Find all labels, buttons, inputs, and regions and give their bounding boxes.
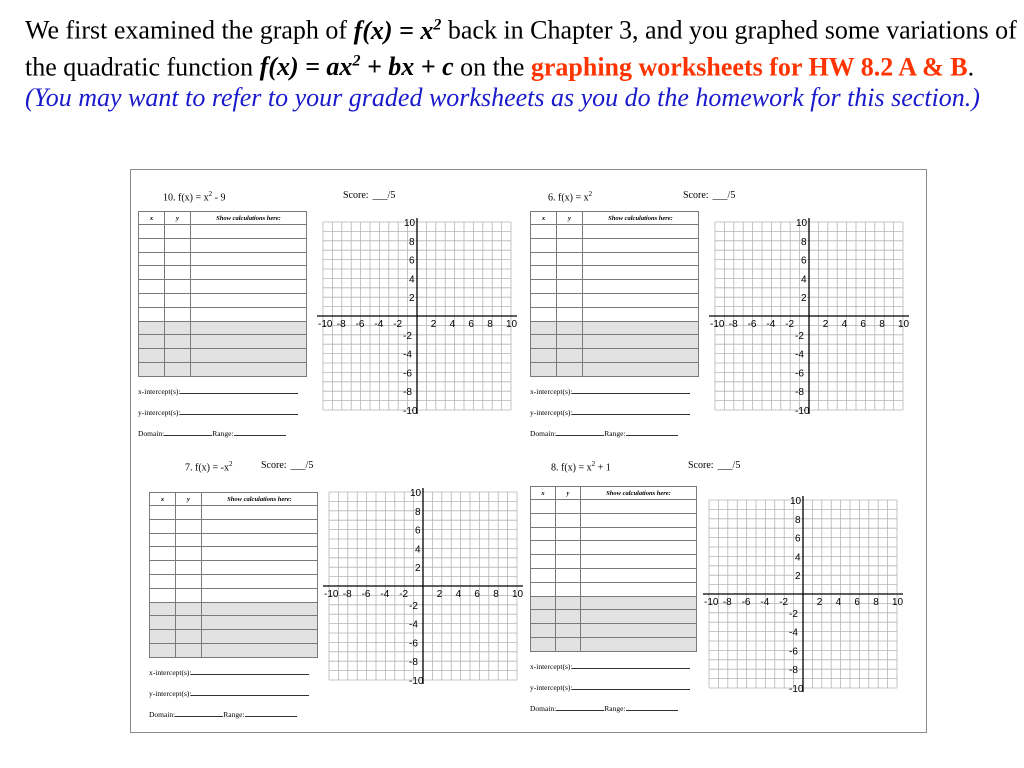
y-intercepts-label: y-intercept(s):: [138, 406, 298, 417]
table-header: y: [165, 212, 191, 225]
x-tick-label: -2: [785, 319, 795, 330]
table-row: [531, 637, 697, 651]
y-tick-label: 6: [409, 255, 415, 267]
table-row: [531, 555, 697, 569]
y-tick-label: -4: [789, 627, 798, 639]
domain-range-label: Domain: Range:: [138, 427, 286, 438]
y-tick-label: 6: [415, 525, 421, 537]
x-tick-label: 6: [474, 589, 480, 600]
y-tick-label: 8: [415, 506, 421, 518]
table-row: [150, 547, 318, 561]
y-tick-label: 4: [801, 274, 807, 286]
refer-note: (You may want to refer to your graded worksheets as you do the homework for this section.): [25, 83, 980, 113]
table-row: [150, 616, 318, 630]
table-row: [531, 238, 699, 252]
score-label: Score: ___/5: [688, 460, 741, 471]
table-row: [531, 610, 697, 624]
table-row: [139, 280, 307, 294]
y-tick-label: -6: [409, 638, 418, 650]
table-header: x: [531, 487, 556, 500]
table-row: [531, 266, 699, 280]
coordinate-grid: [315, 220, 523, 428]
y-tick-label: -6: [789, 646, 798, 658]
x-tick-label: -2: [779, 597, 789, 608]
x-tick-label: -2: [393, 319, 403, 330]
y-tick-label: 2: [801, 293, 807, 305]
domain-range-label: Domain: Range:: [530, 427, 678, 438]
table-row: [531, 335, 699, 349]
table-header: x: [150, 493, 176, 506]
table-row: [139, 321, 307, 335]
calculation-table: [138, 211, 307, 377]
intro-text-2: back in Chapter 3, and you graphed some variations of the quadratic function: [25, 15, 1017, 82]
x-intercepts-label: x-intercept(s):: [138, 385, 298, 396]
x-tick-label: 4: [841, 319, 848, 330]
score-label: Score: ___/5: [343, 190, 396, 201]
x-tick-label: 4: [455, 589, 462, 600]
table-row: [139, 307, 307, 321]
x-tick-label: -4: [374, 319, 384, 330]
score-label: Score: ___/5: [261, 460, 314, 471]
intro-text-3: on the: [453, 52, 531, 82]
table-row: [531, 225, 699, 239]
intro-paragraph: [25, 9, 1020, 113]
worksheet-image: [130, 169, 927, 733]
table-header: y: [176, 493, 202, 506]
table-row: [531, 349, 699, 363]
x-tick-label: 6: [854, 597, 860, 608]
table-row: [139, 252, 307, 266]
y-tick-label: 8: [409, 236, 415, 248]
x-tick-label: 10: [898, 319, 910, 330]
coordinate-grid: [701, 498, 909, 706]
worksheet-reference: graphing worksheets for HW 8.2 A & B: [530, 52, 968, 82]
table-row: [531, 252, 699, 266]
table-row: [531, 596, 697, 610]
y-tick-label: 8: [801, 236, 807, 248]
table-row: [139, 238, 307, 252]
table-row: [150, 574, 318, 588]
x-tick-label: 2: [430, 319, 437, 330]
y-tick-label: -2: [795, 330, 804, 342]
table-row: [139, 349, 307, 363]
y-tick-label: 10: [796, 218, 808, 229]
table-header: Show calculations here:: [581, 487, 697, 500]
table-row: [139, 225, 307, 239]
y-tick-label: -8: [795, 387, 804, 399]
y-tick-label: -8: [403, 387, 412, 399]
y-intercepts-label: y-intercept(s):: [530, 406, 690, 417]
table-row: [531, 541, 697, 555]
y-tick-label: 4: [409, 274, 415, 286]
x-tick-label: -4: [766, 319, 776, 330]
table-row: [531, 321, 699, 335]
problem-title: 6. $f(x) = x^2$: [548, 190, 593, 204]
x-tick-label: 6: [468, 319, 474, 330]
x-tick-label: 6: [860, 319, 866, 330]
table-row: [531, 624, 697, 638]
x-tick-label: 8: [493, 589, 499, 600]
table-row: [531, 293, 699, 307]
domain-range-label: Domain: Range:: [149, 708, 297, 719]
problem-title: 8. $f(x) = x^2 + 1$: [551, 460, 611, 474]
x-tick-label: -10: [710, 319, 725, 330]
x-tick-label: 4: [449, 319, 456, 330]
y-tick-label: -4: [795, 349, 804, 361]
table-header: y: [556, 487, 581, 500]
function-f2: $f(x) = ax^2$ + bx + c: [259, 52, 454, 82]
problem-title: 10. $f(x) = x^2 - 9$: [163, 190, 226, 204]
y-tick-label: 6: [795, 533, 801, 545]
y-tick-label: -10: [409, 676, 424, 687]
table-row: [150, 588, 318, 602]
y-tick-label: 6: [801, 255, 807, 267]
y-tick-label: -10: [795, 406, 810, 417]
y-tick-label: 4: [795, 552, 801, 564]
function-f1: $f(x) = x^2$: [353, 15, 442, 45]
y-tick-label: 10: [410, 488, 422, 499]
table-row: [531, 500, 697, 514]
table-row: [150, 519, 318, 533]
table-header: y: [557, 212, 583, 225]
table-row: [531, 527, 697, 541]
x-tick-label: -4: [760, 597, 770, 608]
y-tick-label: 2: [409, 293, 415, 305]
y-tick-label: 10: [790, 496, 802, 507]
x-tick-label: 2: [436, 589, 443, 600]
x-tick-label: -6: [355, 319, 365, 330]
x-tick-label: -6: [741, 597, 751, 608]
y-tick-label: 4: [415, 544, 421, 556]
y-tick-label: -4: [403, 349, 412, 361]
x-intercepts-label: x-intercept(s):: [530, 660, 690, 671]
x-tick-label: 8: [487, 319, 493, 330]
table-row: [531, 280, 699, 294]
worksheet-panel: [523, 170, 921, 452]
table-row: [139, 362, 307, 376]
x-tick-label: 2: [822, 319, 829, 330]
x-tick-label: -8: [728, 319, 738, 330]
y-tick-label: 2: [415, 563, 421, 575]
x-tick-label: 4: [835, 597, 842, 608]
table-row: [531, 362, 699, 376]
x-tick-label: -4: [380, 589, 390, 600]
x-tick-label: 8: [873, 597, 879, 608]
table-header: x: [531, 212, 557, 225]
worksheet-panel: [131, 170, 529, 452]
score-label: Score: ___/5: [683, 190, 736, 201]
x-tick-label: 10: [512, 589, 524, 600]
y-tick-label: 8: [795, 514, 801, 526]
x-tick-label: -10: [318, 319, 333, 330]
table-row: [150, 533, 318, 547]
table-row: [139, 293, 307, 307]
x-tick-label: -8: [342, 589, 352, 600]
intro-text-4: .: [967, 52, 975, 82]
y-intercepts-label: y-intercept(s):: [530, 681, 690, 692]
coordinate-grid: [321, 490, 529, 698]
worksheet-panel: [137, 440, 535, 722]
calculation-table: [149, 492, 318, 658]
y-tick-label: -10: [403, 406, 418, 417]
x-tick-label: -6: [747, 319, 757, 330]
calculation-table: [530, 486, 697, 652]
x-tick-label: 8: [879, 319, 885, 330]
x-intercepts-label: x-intercept(s):: [149, 666, 309, 677]
table-row: [150, 602, 318, 616]
y-intercepts-label: y-intercept(s):: [149, 687, 309, 698]
table-row: [150, 506, 318, 520]
x-tick-label: -8: [722, 597, 732, 608]
table-header: Show calculations here:: [202, 493, 318, 506]
x-tick-label: -10: [704, 597, 719, 608]
table-row: [139, 335, 307, 349]
x-tick-label: -6: [361, 589, 371, 600]
table-row: [531, 582, 697, 596]
problem-title: 7. $f(x) = -x^2$: [185, 460, 233, 474]
calculation-table: [530, 211, 699, 377]
x-tick-label: -10: [324, 589, 339, 600]
x-tick-label: -2: [399, 589, 409, 600]
y-tick-label: -8: [789, 665, 798, 677]
y-tick-label: -2: [409, 600, 418, 612]
intro-text-1: We first examined the graph of: [25, 15, 354, 45]
y-tick-label: -4: [409, 619, 418, 631]
table-row: [150, 643, 318, 657]
y-tick-label: 2: [795, 571, 801, 583]
worksheet-panel: [523, 440, 921, 722]
table-header: x: [139, 212, 165, 225]
y-tick-label: -6: [403, 368, 412, 380]
x-tick-label: 2: [816, 597, 823, 608]
table-row: [150, 561, 318, 575]
table-row: [531, 307, 699, 321]
table-header: Show calculations here:: [583, 212, 699, 225]
y-tick-label: -10: [789, 684, 804, 695]
y-tick-label: -2: [403, 330, 412, 342]
y-tick-label: 10: [404, 218, 416, 229]
y-tick-label: -8: [409, 657, 418, 669]
table-row: [531, 568, 697, 582]
table-row: [531, 513, 697, 527]
x-tick-label: 10: [892, 597, 904, 608]
table-row: [139, 266, 307, 280]
x-tick-label: -8: [336, 319, 346, 330]
x-intercepts-label: x-intercept(s):: [530, 385, 690, 396]
domain-range-label: Domain: Range:: [530, 702, 678, 713]
table-header: Show calculations here:: [191, 212, 307, 225]
coordinate-grid: [707, 220, 915, 428]
y-tick-label: -6: [795, 368, 804, 380]
x-tick-label: 10: [506, 319, 518, 330]
table-row: [150, 630, 318, 644]
y-tick-label: -2: [789, 608, 798, 620]
